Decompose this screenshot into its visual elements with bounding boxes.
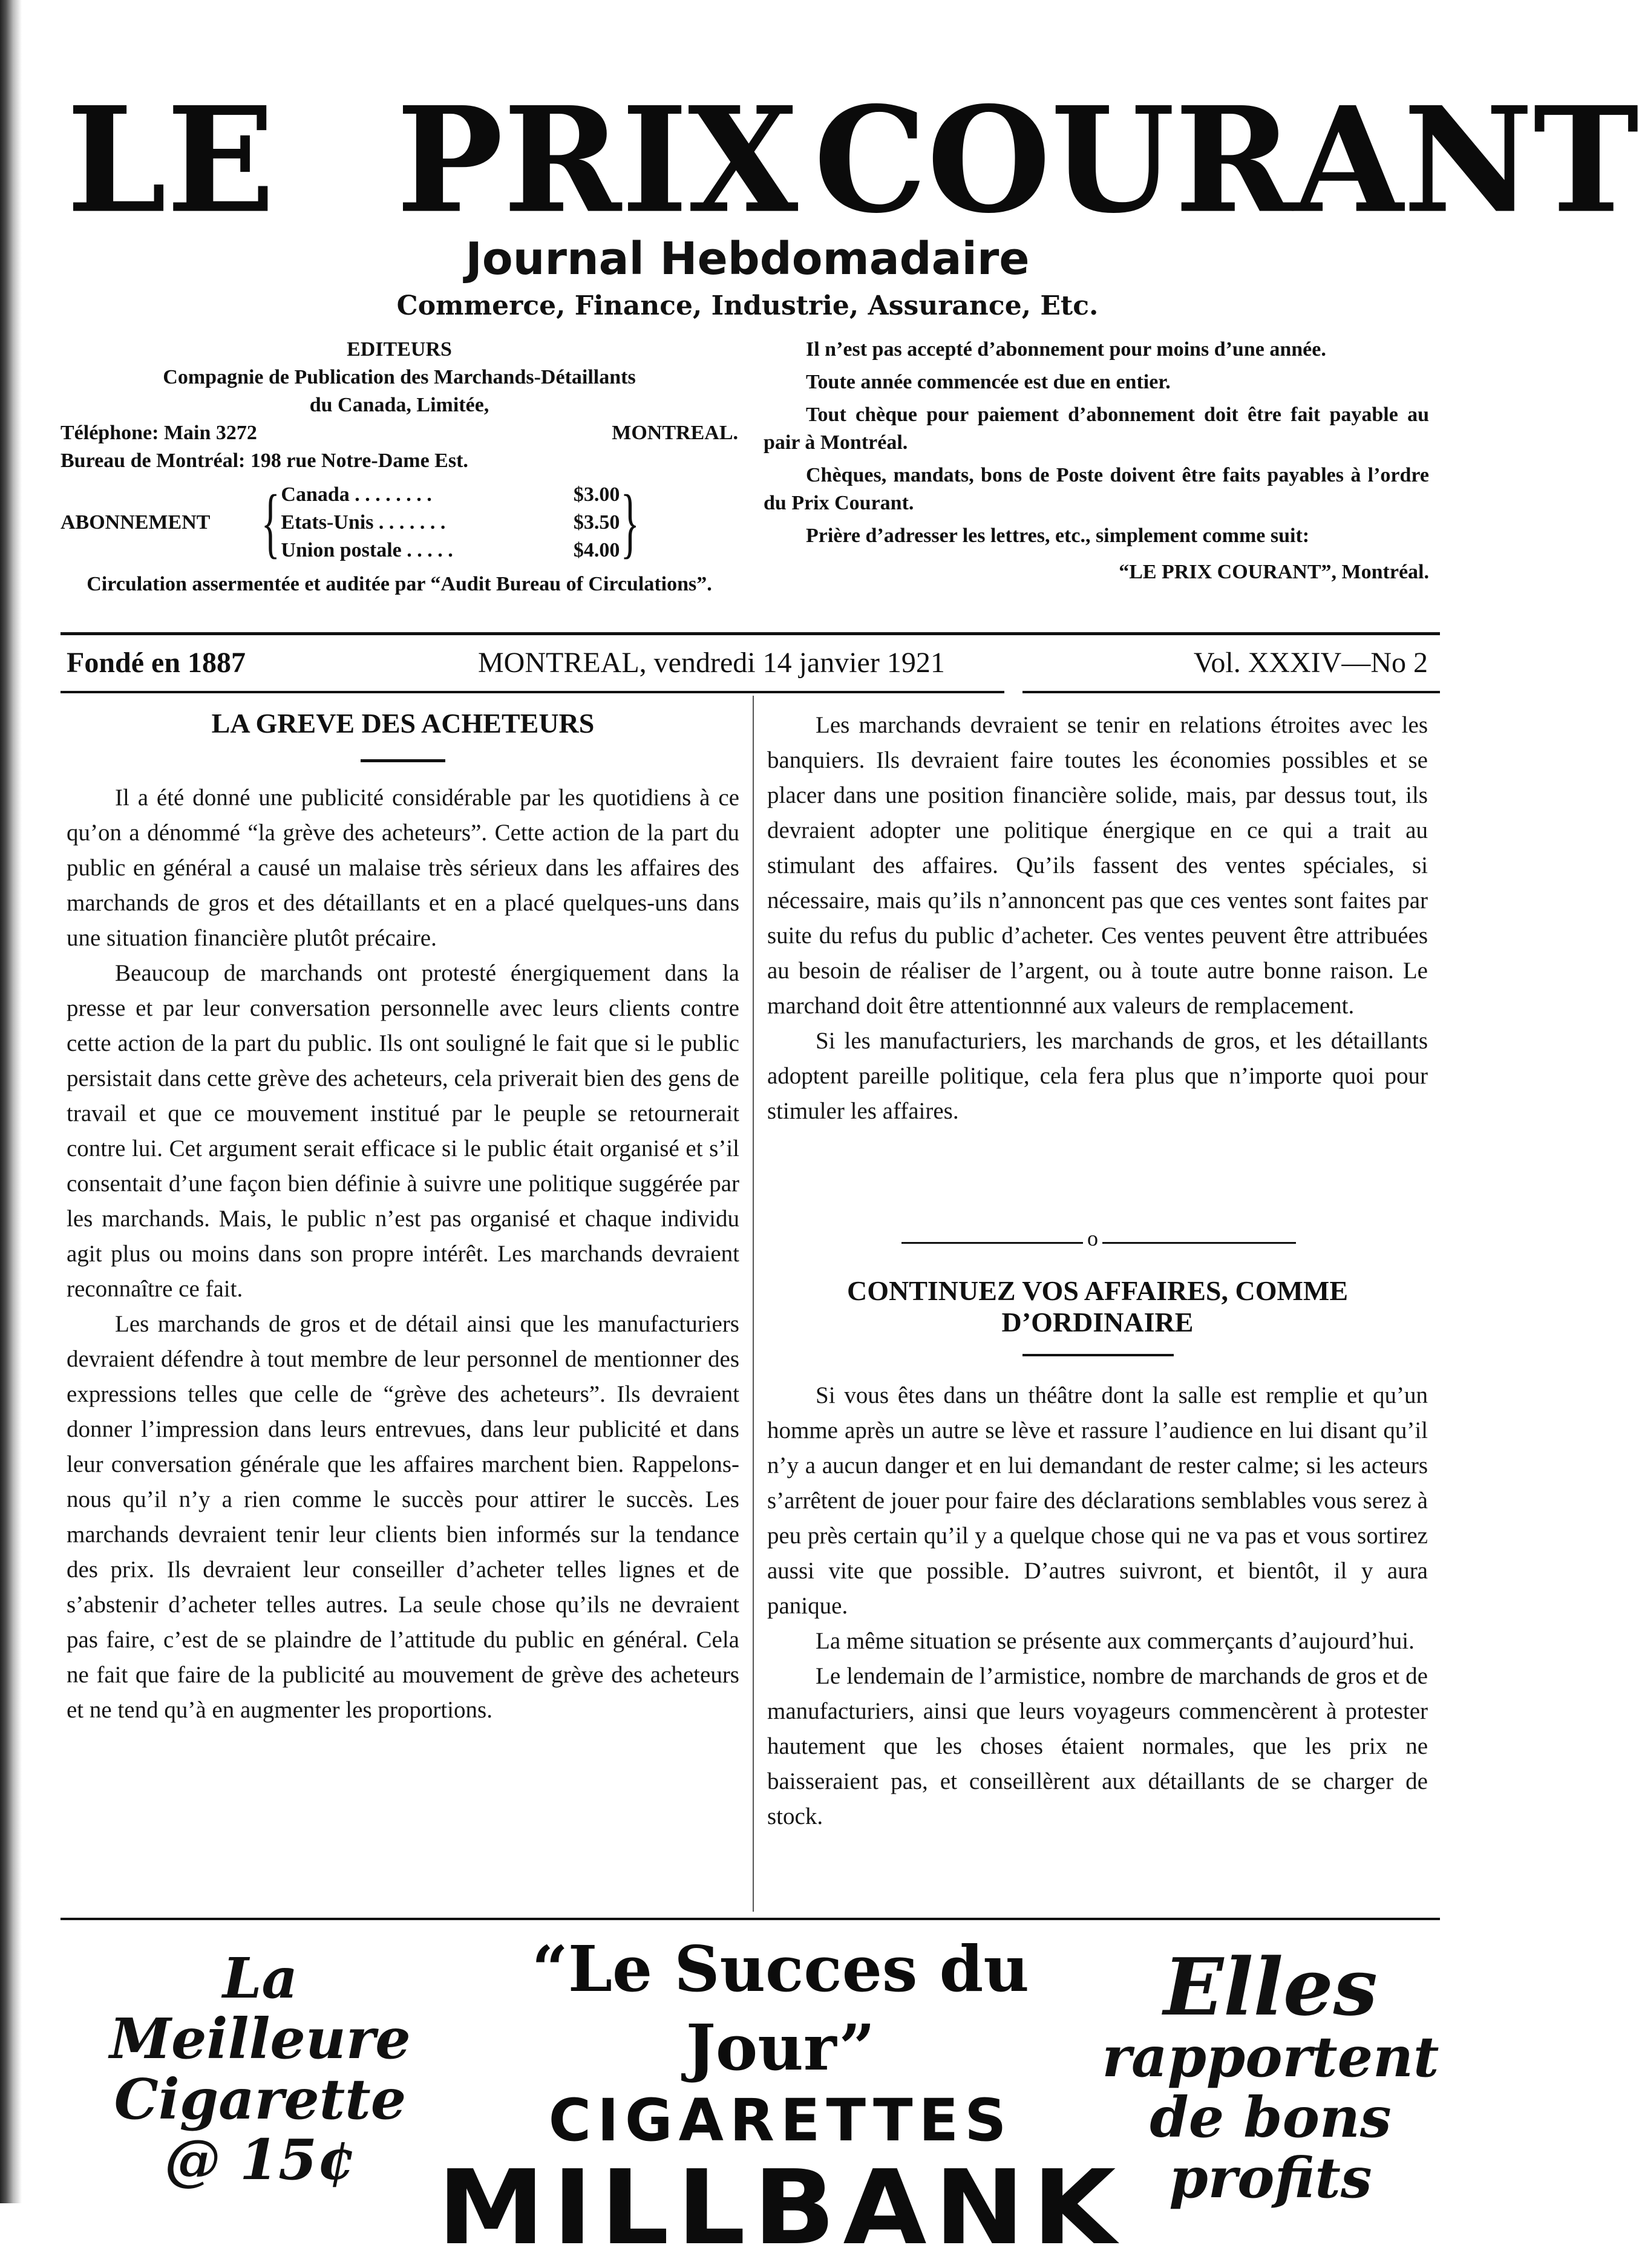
ad-brand-name: MILLBANK bbox=[437, 2148, 1124, 2268]
editors-phone: Téléphone: Main 3272 bbox=[61, 422, 257, 444]
dateline-bottom-rule-left bbox=[61, 691, 1004, 693]
notice-paragraph: Chèques, mandats, bons de Poste doivent être faits payables à l’ordre du Prix Courant. bbox=[764, 464, 1429, 514]
masthead-word-2: PRIX bbox=[396, 75, 799, 246]
article2-title-line2: D’ORDINAIRE bbox=[1001, 1307, 1194, 1338]
article1-body bbox=[67, 780, 739, 1728]
page-edge-shadow bbox=[0, 0, 22, 2203]
article-paragraph: Si vous êtes dans un théâtre dont la salle est remplie et qu’un homme après un autre se lève et rassure l’audience en lui disant qu’il n’y a aucun danger et en lui demandant de rester calme; si les acteurs s’arrêtent de jouer pour faire des déclarations semblables vous serez à peu près certain qu’il y a quelque chose qui ne va pas et vous sortirez aussi vite que possible. D’autres suivront, et bientôt, il y aura panique. bbox=[767, 1382, 1428, 1619]
article1-title: LA GREVE DES ACHETEURS bbox=[211, 708, 595, 739]
masthead-subtitle: Journal Hebdomadaire bbox=[465, 233, 1030, 285]
masthead-word-3: COURANT bbox=[814, 75, 1639, 246]
subscription-region: Union postale . . . . . bbox=[281, 539, 453, 561]
notice-paragraph: Toute année commencée est due en entier. bbox=[806, 371, 1171, 393]
article-paragraph: Le lendemain de l’armistice, nombre de marchands de gros et de manufacturiers, ainsi que leurs voyageurs commencèrent à protester hautement que les choses étaient normales, que les prix ne baisseraient pas, et conseillèrent aux détaillants de se charger de stock. bbox=[767, 1663, 1428, 1829]
subscription-left-brace: { bbox=[261, 479, 280, 566]
subscription-price: $3.50 bbox=[573, 511, 620, 534]
subscription-label: ABONNEMENT bbox=[61, 511, 211, 534]
circulation-note: Circulation assermentée et auditée par “Audit Bureau of Circulations”. bbox=[87, 573, 712, 595]
subscription-block bbox=[61, 481, 738, 564]
masthead-tagline: Commerce, Finance, Industrie, Assurance, Etc. bbox=[396, 290, 1099, 321]
ad-left-line2: Cigarette bbox=[114, 2067, 407, 2132]
notice-paragraph: Prière d’adresser les lettres, etc., simplement comme suit: bbox=[806, 525, 1310, 547]
article2-title-line1: CONTINUEZ VOS AFFAIRES, COMME bbox=[846, 1275, 1349, 1306]
ad-center-line2: CIGARETTES bbox=[548, 2087, 1013, 2154]
article-paragraph: La même situation se présente aux commerçants d’aujourd’hui. bbox=[816, 1628, 1415, 1654]
ad-left-slogan bbox=[79, 1948, 442, 2190]
subscription-price: $3.00 bbox=[573, 483, 620, 506]
subscription-region: Canada . . . . . . . . bbox=[281, 483, 432, 506]
article-paragraph: Si les manufacturiers, les marchands de gros, et les détaillants adoptent pareille politique, cela fera plus que n’importe quoi pour stimuler les affaires. bbox=[767, 1028, 1428, 1124]
article-paragraph: Les marchands de gros et de détail ainsi que les manufacturiers devraient défendre à tout membre de leur personnel de mentionner des expressions telles que celle de “grève des acheteurs”. Ils devraient donner l’impression dans leurs entrevues, dans leur publicité et dans leur conversation générale que les affaires marchent bien. Rappelons-nous qu’il n’y a rien comme le succès pour attirer le succès. Les marchands devraient tenir leur clients bien informés sur la tendance des prix. Ils devraient leur conseiller d’acheter telles lignes et de s’abstenir d’acheter telles autres. La seule chose qu’ils ne devraient pas faire, c’est de se plaindre de l’attitude du public en général. Cela ne fait que faire de la publicité au mouvement de grève des acheteurs et ne tend qu’à en augmenter les proportions. bbox=[67, 1311, 739, 1723]
editors-office: Bureau de Montréal: 198 rue Notre-Dame Est. bbox=[61, 449, 468, 472]
separator-rule-left bbox=[901, 1242, 1083, 1244]
dateline-volume: Vol. XXXIV—No 2 bbox=[1193, 647, 1428, 679]
dateline-founded: Fondé en 1887 bbox=[67, 647, 246, 679]
subscription-rows bbox=[281, 481, 620, 564]
separator-mark: o bbox=[1087, 1226, 1098, 1250]
article2-title bbox=[767, 1275, 1428, 1338]
editors-company-line1: Compagnie de Publication des Marchands-Détaillants bbox=[163, 366, 636, 388]
subscription-row bbox=[281, 509, 620, 537]
ad-center-brand bbox=[437, 1930, 1124, 2268]
notice-signature: “LE PRIX COURANT”, Montréal. bbox=[1119, 561, 1429, 583]
editors-block bbox=[61, 336, 738, 598]
article1-title-rule bbox=[361, 759, 445, 762]
dateline-date: MONTREAL, vendredi 14 janvier 1921 bbox=[478, 647, 945, 679]
dateline-top-rule bbox=[61, 632, 1440, 635]
ad-right-line2: rapportent bbox=[1102, 2024, 1439, 2090]
masthead-title bbox=[67, 75, 1639, 246]
article-paragraph: Les marchands devraient se tenir en relations étroites avec les banquiers. Ils devraient faire toutes les économies possibles et se placer dans une position financière solide, mais, par dessus tout, ils devraient adopter une politique énergique en ce qui a trait au stimulant des affaires. Qu’ils fassent des ventes spéciales, si nécessaire, mais qu’ils n’annoncent pas que ces ventes sont faites par suite du refus du public d’acheter. Ces ventes peuvent être attribuées au besoin de réaliser de l’argent, ou à toute autre bonne raison. Le marchand doit être attentionnné aux valeurs de remplacement. bbox=[767, 712, 1428, 1019]
article-paragraph: Beaucoup de marchands ont protesté énergiquement dans la presse et par leur conversation personnelle avec leurs clients contre cette action de la part du public. Ils ont souligné le fait que si le public persistait dans cette grève des acheteurs, cela priverait bien des gens de travail et que ce mouvement institué par le peuple se retournerait contre lui. Cet argument serait efficace si le public était organisé et s’il consentait d’une façon bien définie à suivre une politique suggérée par les marchands. Mais, le public n’est pas organisé et chaque individu agit plus ou moins dans son propre intérêt. Les marchands devraient reconnaître ce fait. bbox=[67, 960, 739, 1302]
notice-paragraph: Il n’est pas accepté d’abonnement pour moins d’une année. bbox=[806, 338, 1326, 361]
subscription-region: Etats-Unis . . . . . . . bbox=[281, 511, 446, 534]
subscription-right-brace: } bbox=[621, 479, 640, 566]
notices-block bbox=[764, 336, 1429, 586]
editors-phone-row bbox=[61, 419, 738, 447]
ad-left-line3: @ 15¢ bbox=[164, 2127, 356, 2192]
editors-heading: EDITEURS bbox=[347, 338, 452, 361]
advertisement-top-rule bbox=[61, 1918, 1440, 1920]
article2-body bbox=[767, 1378, 1428, 1834]
ad-left-line1: La Meilleure bbox=[110, 1946, 411, 2071]
notice-paragraph: Tout chèque pour paiement d’abonnement doit être fait payable au pair à Montréal. bbox=[764, 404, 1429, 454]
editors-city: MONTREAL. bbox=[612, 422, 738, 444]
ad-right-line3: de bons profits bbox=[1150, 2085, 1392, 2211]
column-divider bbox=[753, 696, 754, 1912]
article1-continuation bbox=[767, 708, 1428, 1129]
article-paragraph: Il a été donné une publicité considérable par les quotidiens à ce qu’on a dénommé “la grève des acheteurs”. Cette action de la part du public en général a causé un malaise très sérieux dans les affaires des marchands de gros et des détaillants et en a placé quelques-uns dans une situation financière plutôt précaire. bbox=[67, 785, 739, 951]
ad-center-line1: “Le Succes du Jour” bbox=[532, 1932, 1029, 2085]
ad-right-slogan bbox=[1089, 1941, 1452, 2211]
separator-rule-right bbox=[1102, 1242, 1296, 1244]
ad-right-line1: Elles bbox=[1163, 1941, 1378, 2033]
masthead-word-1: LE bbox=[67, 75, 275, 246]
editors-company-line2: du Canada, Limitée, bbox=[309, 394, 489, 416]
millbank-advertisement bbox=[73, 1930, 1440, 2268]
subscription-price: $4.00 bbox=[573, 539, 620, 561]
article2-title-rule bbox=[1022, 1354, 1174, 1356]
subscription-row bbox=[281, 481, 620, 509]
subscription-row bbox=[281, 537, 620, 564]
dateline-bottom-rule-right bbox=[1022, 691, 1440, 693]
